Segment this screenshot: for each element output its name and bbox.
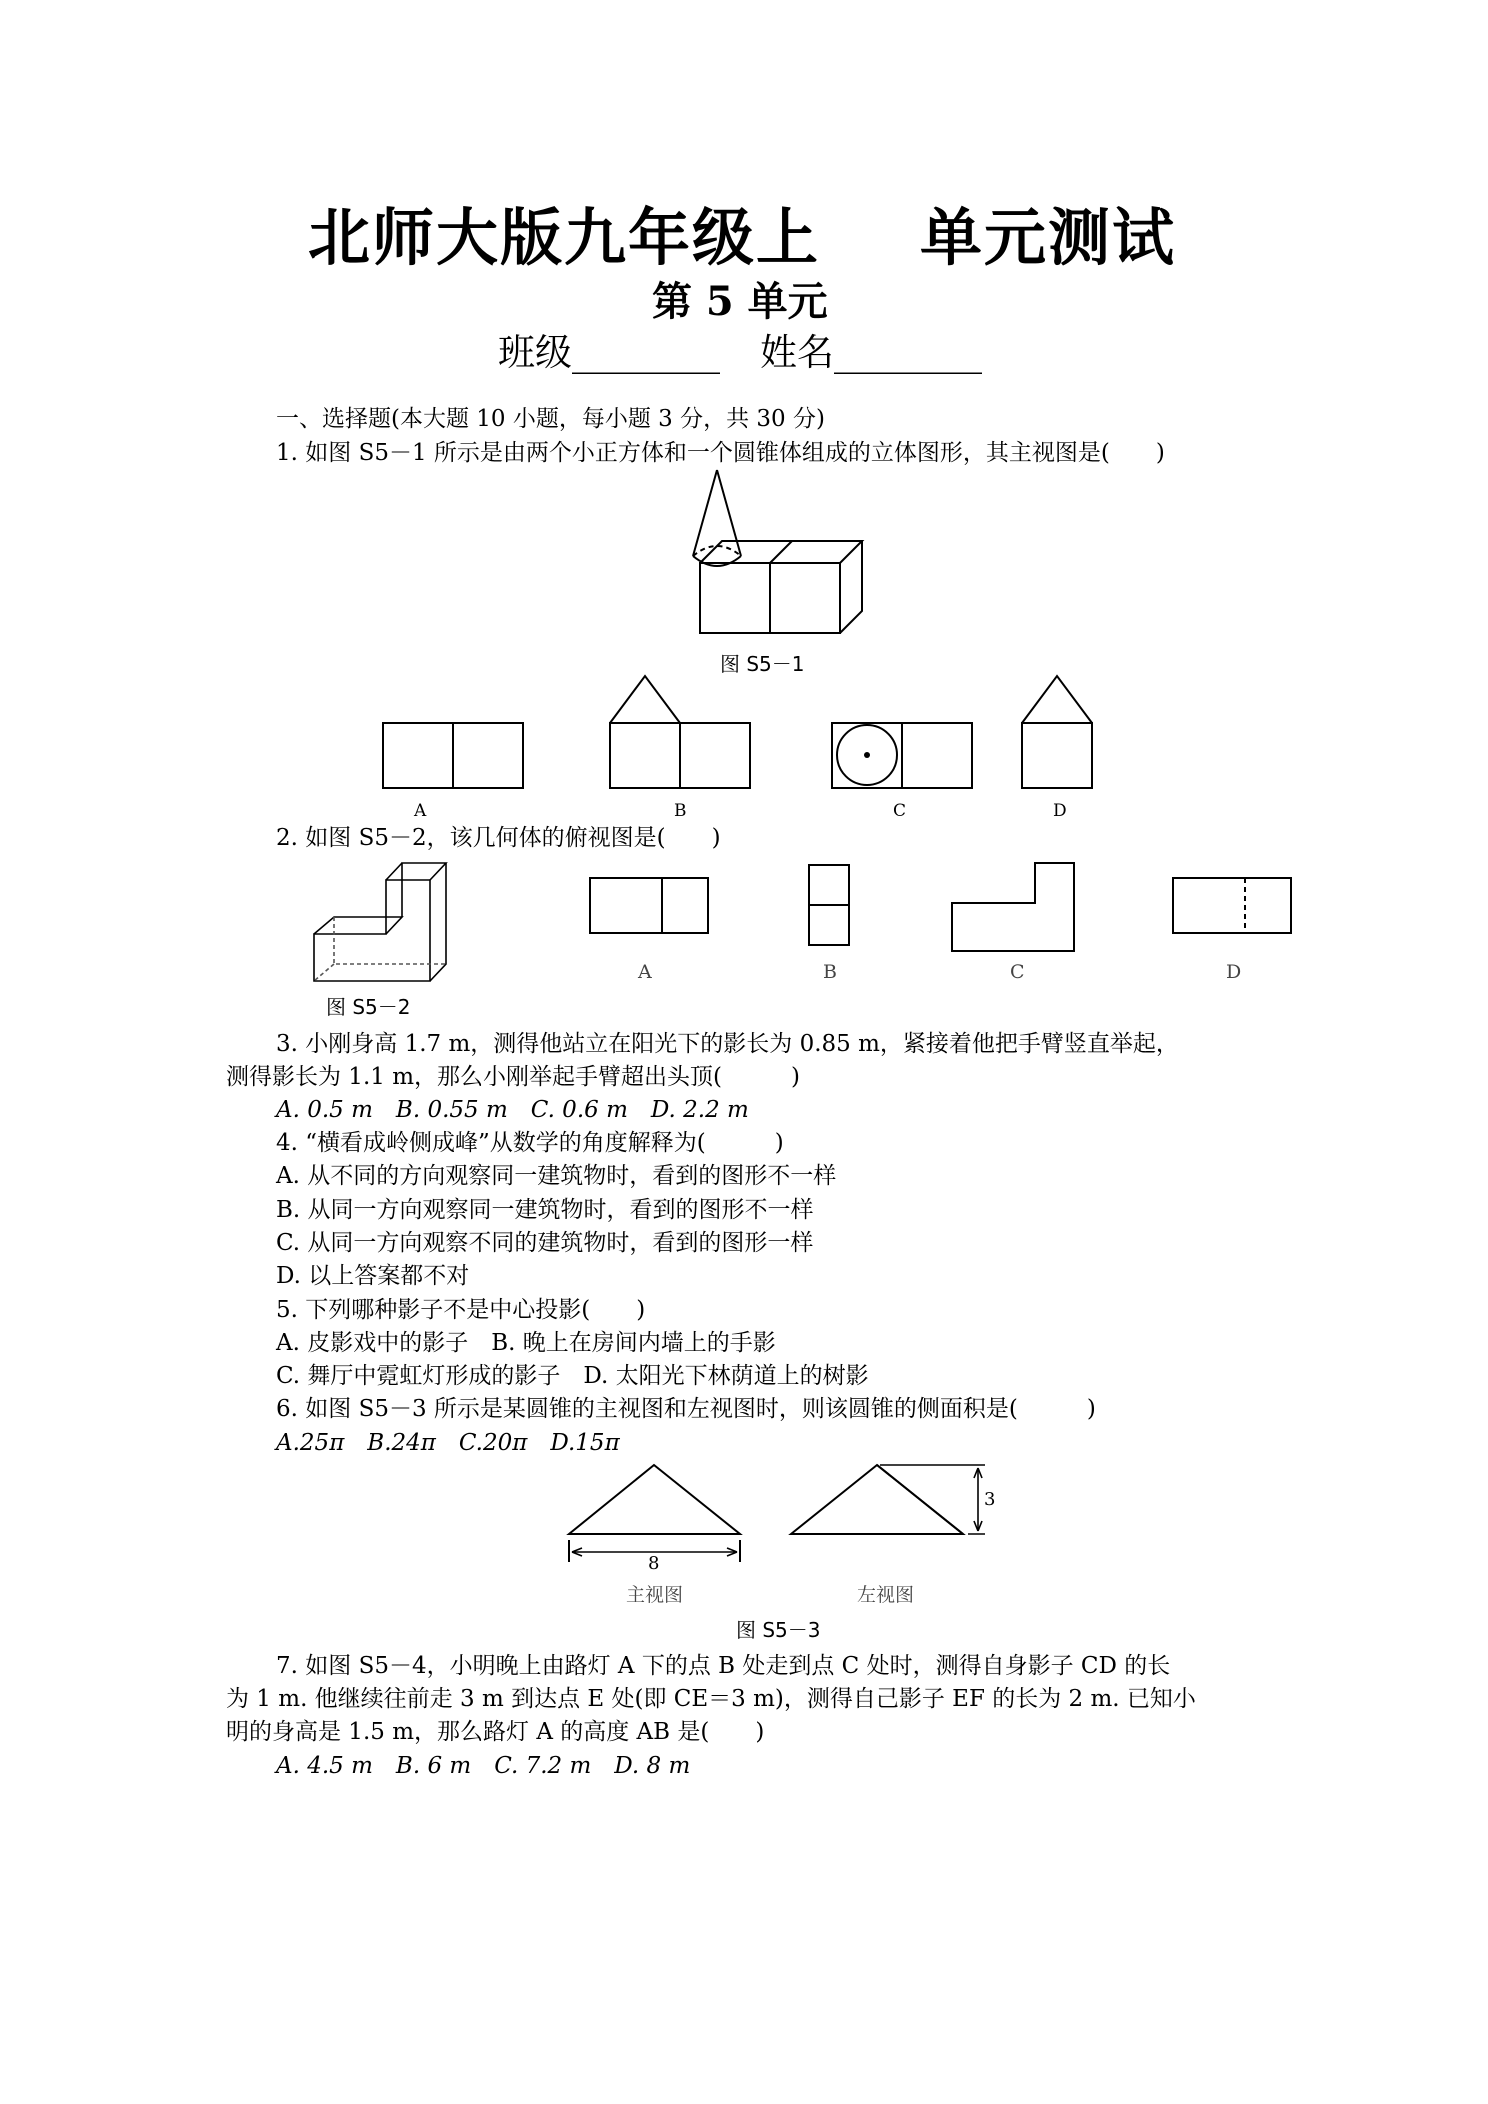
q1-option-a-label: A <box>414 801 427 821</box>
q6-stem: 6. 如图 S5－3 所示是某圆锥的主视图和左视图时，则该圆锥的侧面积是( ) <box>276 1396 1096 1422</box>
title-left: 北师大版九年级上 <box>308 201 821 274</box>
section-heading: 一、选择题(本大题 10 小题，每小题 3 分，共 30 分) <box>276 406 825 432</box>
q4-option-d: D. 以上答案都不对 <box>276 1263 470 1289</box>
title-right: 单元测试 <box>920 201 1177 274</box>
q6-front-view-label: 主视图 <box>626 1584 684 1606</box>
q4-option-c: C. 从同一方向观察不同的建筑物时，看到的图形一样 <box>276 1230 814 1256</box>
cube-right <box>770 563 840 633</box>
q4-option-b: B. 从同一方向观察同一建筑物时，看到的图形不一样 <box>276 1197 814 1223</box>
q1-stem: 1. 如图 S5－1 所示是由两个小正方体和一个圆锥体组成的立体图形，其主视图是( ) <box>276 440 1165 466</box>
name-label: 姓名________ <box>760 331 982 374</box>
unit-title: 第 5 单元 <box>652 278 828 325</box>
q6-figure <box>0 0 1 1</box>
q6-height-value: 3 <box>984 1489 996 1510</box>
q1-option-b-label: B <box>674 801 687 821</box>
cone-shape <box>693 470 741 556</box>
q7-stem-line3: 明的身高是 1.5 m，那么路灯 A 的高度 AB 是( ) <box>226 1719 765 1745</box>
q2-option-d-figure <box>1173 878 1291 933</box>
class-label: 班级________ <box>498 331 720 374</box>
q1-option-c-label: C <box>893 801 907 821</box>
q6-width-value: 8 <box>648 1553 660 1574</box>
q3-stem-line1: 3. 小刚身高 1.7 m，测得他站立在阳光下的影长为 0.85 m，紧接着他把手臂竖直举起， <box>276 1031 1179 1057</box>
front-view-triangle <box>569 1465 740 1534</box>
q2-figure-caption: 图 S5－2 <box>326 995 411 1019</box>
q7-stem-line1: 7. 如图 S5－4，小明晚上由路灯 A 下的点 B 处走到点 C 处时，测得自身影子 CD 的长 <box>276 1653 1171 1679</box>
q2-option-a-label: A <box>638 961 652 983</box>
q5-stem: 5. 下列哪种影子不是中心投影( ) <box>276 1297 646 1323</box>
q1-figure-caption: 图 S5－1 <box>720 652 805 676</box>
q5-options-line1: A. 皮影戏中的影子 B. 晚上在房间内墙上的手影 <box>276 1330 776 1356</box>
q6-options: A.25π B.24π C.20π D.15π <box>276 1430 620 1456</box>
q3-options: A. 0.5 m B. 0.55 m C. 0.6 m D. 2.2 m <box>276 1097 749 1123</box>
option-d-figure <box>1022 723 1092 788</box>
q3-stem-line2: 测得影长为 1.1 m，那么小刚举起手臂超出头顶( ) <box>226 1064 800 1090</box>
q2-option-a-figure <box>590 878 708 933</box>
q4-option-a: A. 从不同的方向观察同一建筑物时，看到的图形不一样 <box>276 1163 837 1189</box>
q1-option-d-label: D <box>1053 801 1067 821</box>
q7-options: A. 4.5 m B. 6 m C. 7.2 m D. 8 m <box>276 1753 691 1779</box>
q5-options-line2: C. 舞厅中霓虹灯形成的影子 D. 太阳光下林荫道上的树影 <box>276 1363 869 1389</box>
q2-option-d-label: D <box>1226 961 1242 983</box>
q6-figure-caption: 图 S5－3 <box>736 1618 821 1642</box>
q7-stem-line2: 为 1 m. 他继续往前走 3 m 到达点 E 处(即 CE＝3 m)，测得自己影子 EF 的长为 2 m. 已知小 <box>226 1686 1196 1712</box>
q2-option-b-label: B <box>823 961 837 983</box>
cube-left <box>700 563 770 633</box>
q4-stem: 4. “横看成岭侧成峰”从数学的角度解释为( ) <box>276 1130 784 1156</box>
left-view-triangle <box>791 1465 963 1534</box>
q2-option-c-label: C <box>1010 961 1025 983</box>
q2-option-c-figure <box>952 863 1074 951</box>
q6-left-view-label: 左视图 <box>857 1584 915 1606</box>
q2-stem: 2. 如图 S5－2，该几何体的俯视图是( ) <box>276 825 721 851</box>
